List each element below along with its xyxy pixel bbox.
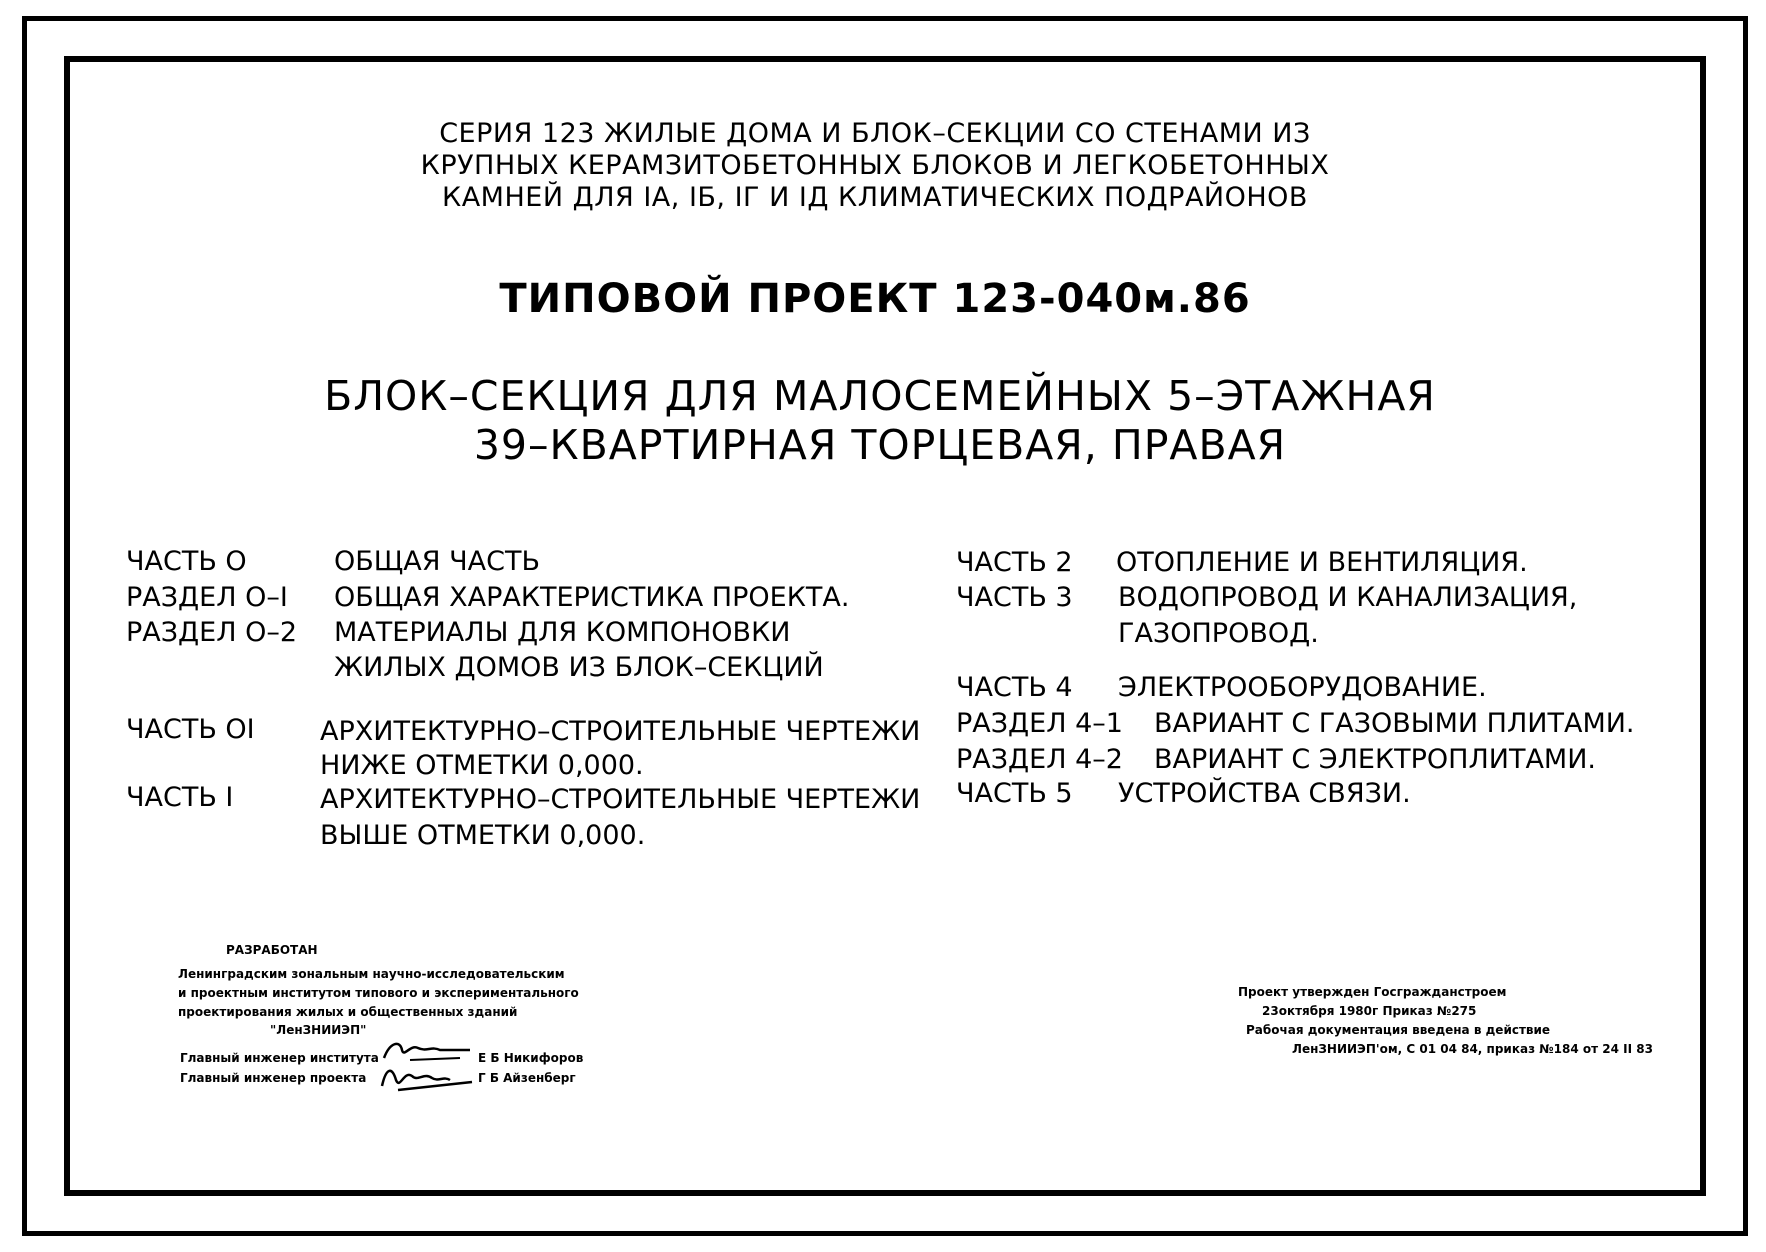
approval-line: Проект утвержден Госгражданстроем xyxy=(1238,985,1507,999)
developer-line: Ленинградским зональным научно-исследовательским xyxy=(178,967,565,981)
contents-text: ОБЩАЯ ХАРАКТЕРИСТИКА ПРОЕКТА. xyxy=(334,582,850,613)
contents-text: ЖИЛЫХ ДОМОВ ИЗ БЛОК–СЕКЦИЙ xyxy=(334,652,824,683)
contents-text: ВАРИАНТ С ГАЗОВЫМИ ПЛИТАМИ. xyxy=(1154,708,1635,739)
contents-text: ЭЛЕКТРООБОРУДОВАНИЕ. xyxy=(1118,672,1487,703)
series-line: КРУПНЫХ КЕРАМЗИТОБЕТОННЫХ БЛОКОВ И ЛЕГКОБЕТОННЫХ xyxy=(420,150,1330,181)
contents-label: РАЗДЕЛ 4–1 xyxy=(956,708,1123,739)
developer-line: и проектным институтом типового и экспериментального xyxy=(178,986,579,1000)
chief-institute-name: Е Б Никифоров xyxy=(478,1051,584,1065)
title-line: 39–КВАРТИРНАЯ ТОРЦЕВАЯ, ПРАВАЯ xyxy=(473,421,1287,469)
chief-project-label: Главный инженер проекта xyxy=(180,1071,367,1085)
contents-text: ГАЗОПРОВОД. xyxy=(1118,618,1319,649)
contents-text: МАТЕРИАЛЫ ДЛЯ КОМПОНОВКИ xyxy=(334,617,791,648)
contents-text: ОТОПЛЕНИЕ И ВЕНТИЛЯЦИЯ. xyxy=(1116,547,1528,578)
contents-label: ЧАСТЬ 2 xyxy=(956,547,1073,578)
developer-heading: РАЗРАБОТАН xyxy=(226,943,318,957)
series-line: СЕРИЯ 123 ЖИЛЫЕ ДОМА И БЛОК–СЕКЦИИ СО СТЕНАМИ ИЗ xyxy=(439,118,1311,149)
approval-line: 23октября 1980г Приказ №275 xyxy=(1262,1004,1477,1018)
contents-label: ЧАСТЬ 3 xyxy=(956,582,1073,613)
signature-chief-institute xyxy=(380,1038,476,1064)
contents-label: РАЗДЕЛ О–I xyxy=(126,582,288,613)
signature-chief-project xyxy=(378,1062,478,1092)
contents-text: ВАРИАНТ С ЭЛЕКТРОПЛИТАМИ. xyxy=(1154,744,1597,775)
contents-label: ЧАСТЬ 4 xyxy=(956,672,1073,703)
contents-text: ОБЩАЯ ЧАСТЬ xyxy=(334,546,540,577)
contents-text: АРХИТЕКТУРНО–СТРОИТЕЛЬНЫЕ ЧЕРТЕЖИ xyxy=(320,716,921,747)
contents-text: ВОДОПРОВОД И КАНАЛИЗАЦИЯ, xyxy=(1118,582,1578,613)
chief-project-name: Г Б Айзенберг xyxy=(478,1071,576,1085)
developer-line: проектирования жилых и общественных зданий xyxy=(178,1005,518,1019)
contents-label: ЧАСТЬ OI xyxy=(126,714,255,745)
contents-label: РАЗДЕЛ 4–2 xyxy=(956,744,1123,775)
contents-text: ВЫШЕ ОТМЕТКИ 0,000. xyxy=(320,820,646,851)
approval-line: ЛенЗНИИЭП'ом, С 01 04 84, приказ №184 от 24 II 83 xyxy=(1292,1042,1653,1056)
contents-label: ЧАСТЬ О xyxy=(126,546,247,577)
contents-label: РАЗДЕЛ О–2 xyxy=(126,617,298,648)
title-line: БЛОК–СЕКЦИЯ ДЛЯ МАЛОСЕМЕЙНЫХ 5–ЭТАЖНАЯ xyxy=(324,372,1436,420)
contents-label: ЧАСТЬ 5 xyxy=(956,778,1073,809)
contents-text: УСТРОЙСТВА СВЯЗИ. xyxy=(1118,778,1411,809)
project-number: ТИПОВОЙ ПРОЕКТ 123-040м.86 xyxy=(499,276,1251,322)
series-heading xyxy=(360,118,1390,214)
contents-text: НИЖЕ ОТМЕТКИ 0,000. xyxy=(320,750,644,781)
developer-line: "ЛенЗНИИЭП" xyxy=(270,1023,367,1037)
series-line: КАМНЕЙ ДЛЯ IA, IБ, IГ И IД КЛИМАТИЧЕСКИХ ПОДРАЙОНОВ xyxy=(442,182,1308,213)
block-section-title xyxy=(280,372,1480,470)
chief-institute-label: Главный инженер института xyxy=(180,1051,379,1065)
contents-label: ЧАСТЬ I xyxy=(126,782,234,813)
approval-line: Рабочая документация введена в действие xyxy=(1246,1023,1551,1037)
contents-text: АРХИТЕКТУРНО–СТРОИТЕЛЬНЫЕ ЧЕРТЕЖИ xyxy=(320,784,921,815)
